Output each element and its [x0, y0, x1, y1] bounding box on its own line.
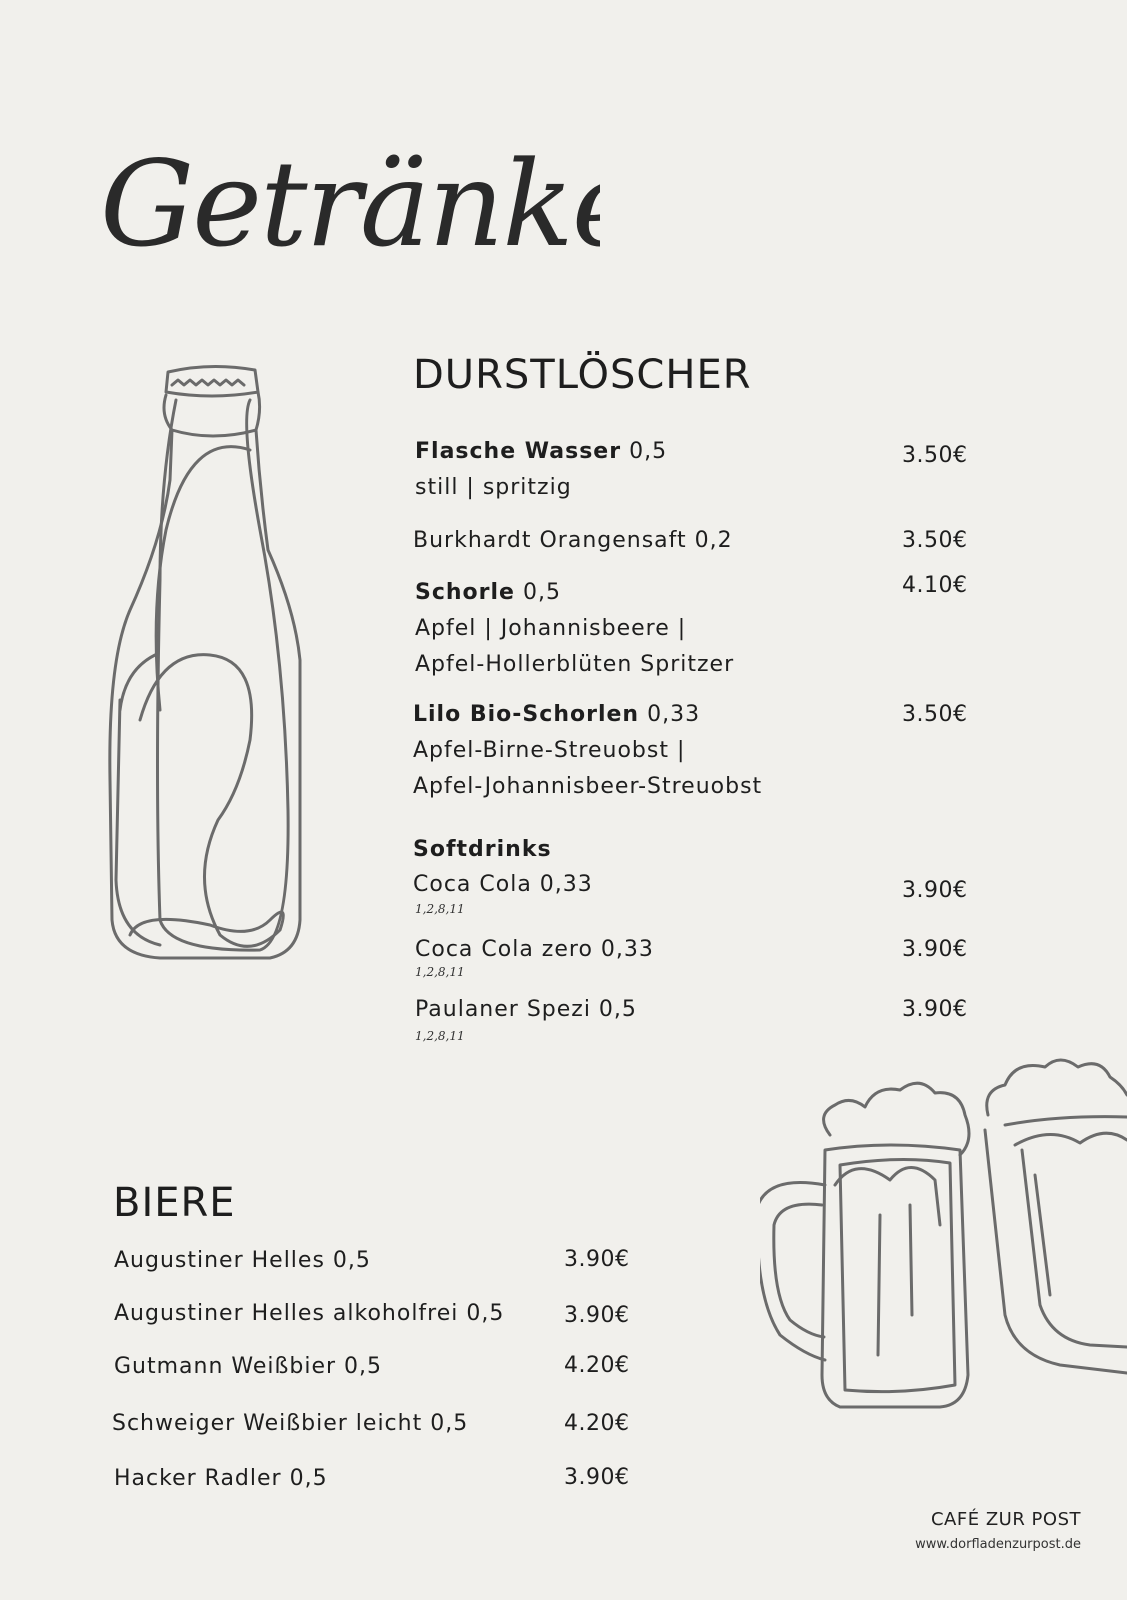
- item-name: Burkhardt Orangensaft 0,2: [413, 528, 733, 553]
- item-description: Apfel-Birne-Streuobst |: [413, 738, 686, 763]
- item-name: Hacker Radler 0,5: [114, 1466, 328, 1491]
- section-heading-biere: BIERE: [113, 1180, 236, 1226]
- subsection-title: Softdrinks: [413, 837, 552, 862]
- bottle-illustration: [100, 360, 320, 990]
- item-name: Schorle: [415, 580, 515, 605]
- item-description: Apfel-Johannisbeer-Streuobst: [413, 774, 763, 799]
- item-description: Apfel-Hollerblüten Spritzer: [415, 652, 735, 677]
- item-name: Coca Cola zero 0,33: [415, 937, 654, 962]
- menu-item: [112, 1406, 468, 1442]
- item-description: Apfel | Johannisbeere |: [415, 616, 687, 641]
- item-size: 0,5: [629, 439, 668, 464]
- item-name: Paulaner Spezi 0,5: [415, 997, 637, 1022]
- menu-item: [413, 697, 762, 805]
- item-size: 0,33: [647, 702, 701, 727]
- item-name: Lilo Bio-Schorlen: [413, 702, 640, 727]
- footer-cafe-name: CAFÉ ZUR POST: [930, 1509, 1081, 1530]
- menu-item: [114, 1296, 504, 1332]
- menu-item: [114, 1461, 328, 1497]
- menu-item: [413, 523, 733, 559]
- item-name: Schweiger Weißbier leicht 0,5: [112, 1411, 469, 1436]
- item-price: 3.90€: [902, 937, 968, 962]
- item-price: 3.90€: [564, 1303, 630, 1328]
- item-allergens: 1,2,8,11: [415, 1029, 465, 1043]
- section-heading-durstloescher: DURSTLÖSCHER: [413, 352, 752, 398]
- item-price: 4.20€: [564, 1411, 630, 1436]
- item-name: Coca Cola 0,33: [413, 872, 593, 897]
- item-price: 4.10€: [902, 573, 968, 598]
- item-name: Flasche Wasser: [415, 439, 622, 464]
- item-description: still | spritzig: [415, 475, 572, 500]
- item-price: 3.50€: [902, 702, 968, 727]
- item-price: 3.90€: [902, 878, 968, 903]
- item-price: 3.90€: [564, 1247, 630, 1272]
- subsection-heading-softdrinks: [413, 832, 552, 868]
- beer-mugs-illustration: [760, 1055, 1127, 1415]
- item-price: 3.50€: [902, 528, 968, 553]
- menu-item: [415, 434, 667, 506]
- item-name: Augustiner Helles alkoholfrei 0,5: [114, 1301, 505, 1326]
- menu-item: [413, 867, 593, 903]
- item-name: Gutmann Weißbier 0,5: [114, 1354, 383, 1379]
- title-script: [100, 120, 600, 330]
- item-price: 3.90€: [564, 1465, 630, 1490]
- menu-item: [415, 992, 637, 1028]
- item-price: 3.50€: [902, 443, 968, 468]
- item-price: 4.20€: [564, 1353, 630, 1378]
- title-text: Getränke: [100, 135, 600, 273]
- item-size: 0,5: [522, 580, 561, 605]
- item-allergens: 1,2,8,11: [415, 965, 465, 979]
- item-name: Augustiner Helles 0,5: [114, 1248, 371, 1273]
- menu-item: [114, 1243, 371, 1279]
- menu-item: [114, 1349, 382, 1385]
- menu-item: [415, 575, 734, 683]
- menu-item: [415, 932, 654, 968]
- item-price: 3.90€: [902, 997, 968, 1022]
- footer-website: www.dorfladenzurpost.de: [915, 1537, 1081, 1552]
- item-allergens: 1,2,8,11: [415, 902, 465, 916]
- page-title: [100, 120, 600, 330]
